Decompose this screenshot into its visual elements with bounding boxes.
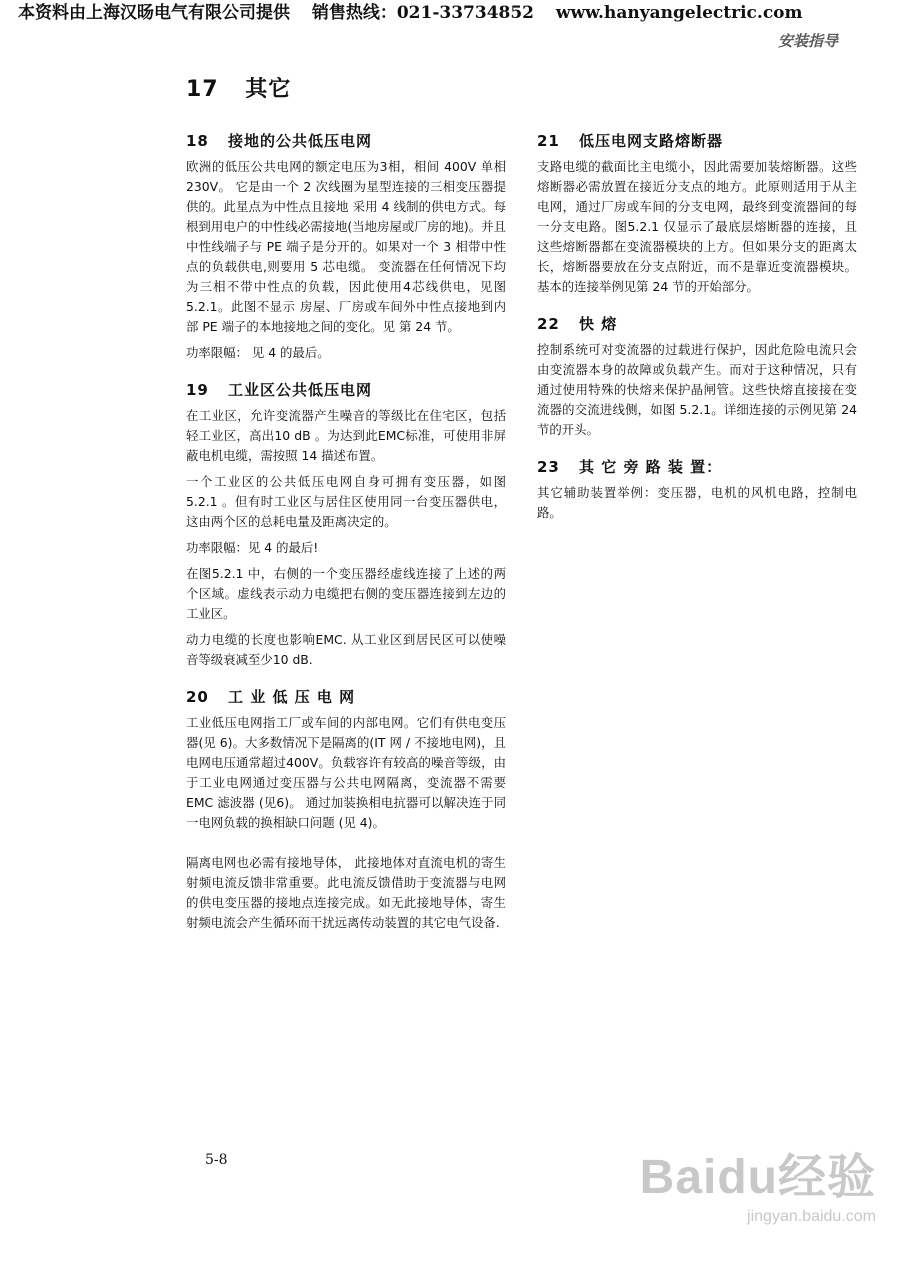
body-paragraph: 功率限幅： 见 4 的最后。	[186, 345, 330, 360]
section-title: 工 业 低 压 电 网	[228, 688, 356, 706]
section-title: 低压电网支路熔断器	[579, 132, 724, 150]
section-title: 其 它 旁 路 装 置：	[579, 458, 723, 476]
header-hotline: 销售热线：021-33734852	[311, 3, 535, 23]
body-paragraph: 功率限幅：见 4 的最后!	[186, 540, 319, 555]
right-column	[537, 130, 857, 539]
section-number: 21	[537, 132, 560, 150]
section-title: 接地的公共低压电网	[228, 132, 373, 150]
section-20	[186, 686, 506, 933]
left-column	[186, 130, 506, 949]
chapter-title	[186, 72, 291, 103]
body-paragraph: 控制系统可对变流器的过载进行保护，因此危险电流只会由变流器本身的故障或负载产生。而对于这种情况，只有通过使用特殊的快熔来保护晶闸管。这些快熔直接接在变流器的交流进线侧，如图 5.2.1。详细连接的示例见第 24 节的开头。	[537, 342, 857, 437]
document-header-banner	[0, 0, 906, 28]
body-paragraph: 一个工业区的公共低压电网自身可拥有变压器，如图 5.2.1 。但有时工业区与居住区使用同一台变压器供电，这由两个区的总耗电量及距离决定的。	[186, 474, 506, 529]
section-number: 22	[537, 315, 560, 333]
body-paragraph: 其它辅助装置举例：变压器，电机的风机电路，控制电路。	[537, 485, 857, 520]
paragraph-spacer	[186, 839, 506, 853]
section-heading	[537, 313, 857, 334]
section-heading	[186, 686, 506, 707]
chapter-number: 17	[186, 77, 219, 102]
body-paragraph: 支路电缆的截面比主电缆小，因此需要加装熔断器。这些熔断器必需放置在接近分支点的地方。此原则适用于从主电网，通过厂房或车间的分支电网，最终到变流器间的每一分支电路。图5.2.1 仅显示了最底层熔断器的连接，且这些熔断器都在变流器模块的上方。但如果分支的距离太长，熔断器要放在分支点附近，而不是靠近变流器模块。 基本的连接举例见第 24 节的开始部分。	[537, 159, 857, 294]
section-heading	[186, 379, 506, 400]
section-number: 18	[186, 132, 209, 150]
header-company: 本资料由上海汉旸电气有限公司提供	[18, 3, 290, 23]
body-paragraph: 工业低压电网指工厂或车间的内部电网。它们有供电变压器(见 6)。大多数情况下是隔离的(IT 网 / 不接地电网)，且电网电压通常超过400V。负载容许有较高的噪音等级，由于工业电网通过变压器与公共电网隔离，变流器不需要 EMC 滤波器 (见6)。 通过加装换相电抗器可以解决连于同一电网负载的换相缺口问题 (见 4)。	[186, 715, 506, 830]
watermark-logo-text: Baidu经验	[639, 1151, 876, 1204]
section-22	[537, 313, 857, 440]
section-title: 工业区公共低压电网	[228, 381, 373, 399]
page-subtitle: 安装指导	[777, 32, 838, 50]
header-website: www.hanyangelectric.com	[555, 3, 803, 23]
baidu-watermark	[636, 1150, 876, 1260]
section-19	[186, 379, 506, 670]
body-paragraph: 在工业区，允许变流器产生噪音的等级比在住宅区，包括轻工业区，高出10 dB 。为达到此EMC标准，可使用非屏蔽电机电缆，需按照 14 描述布置。	[186, 408, 506, 463]
section-title: 快 熔	[579, 315, 618, 333]
body-paragraph: 动力电缆的长度也影响EMC. 从工业区到居民区可以使噪音等级衰减至少10 dB.	[186, 632, 506, 667]
section-21	[537, 130, 857, 297]
section-number: 20	[186, 688, 209, 706]
section-18	[186, 130, 506, 363]
section-23	[537, 456, 857, 523]
chapter-title-text: 其它	[245, 77, 292, 102]
body-paragraph: 在图5.2.1 中，右侧的一个变压器经虚线连接了上述的两个区域。虚线表示动力电缆把右侧的变压器连接到左边的工业区。	[186, 566, 506, 621]
section-heading	[537, 130, 857, 151]
section-heading	[186, 130, 506, 151]
section-heading	[537, 456, 857, 477]
watermark-url: jingyan.baidu.com	[747, 1208, 876, 1225]
section-number: 19	[186, 381, 209, 399]
body-paragraph: 隔离电网也必需有接地导体， 此接地体对直流电机的寄生射频电流反馈非常重要。此电流反馈借助于变流器与电网的供电变压器的接地点连接完成。如无此接地导体，寄生射频电流会产生循环而干扰远离传动装置的其它电气设备.	[186, 855, 506, 930]
body-paragraph: 欧洲的低压公共电网的额定电压为3相，相间 400V 单相 230V。 它是由一个 2 次线圈为星型连接的三相变压器提供的。此星点为中性点且接地 采用 4 线制的供电方式。每根到用电户的中性线必需接地(当地房屋或厂房的地)。并且中性线端子与 PE 端子是分开的。如果对一个 3 相带中性点的负载供电,则要用 5 芯电缆。 变流器在任何情况下均为三相不带中性点的负载，因此使用4芯线供电，见图5.2.1。此图不显示 房屋、厂房或车间外中性点接地到内部 PE 端子的本地接地之间的变化。见 第 24 节。	[186, 159, 506, 334]
section-number: 23	[537, 458, 560, 476]
page-number: 5-8	[205, 1152, 228, 1168]
watermark-logo	[636, 1150, 876, 1206]
